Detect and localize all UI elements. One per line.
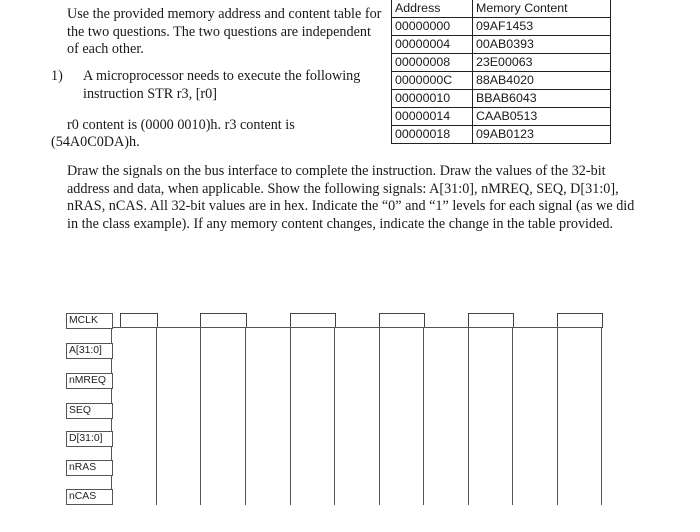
content-cell[interactable]: 09AF1453 [473,18,611,36]
grid-line [290,313,291,505]
content-cell[interactable]: 23E00063 [473,54,611,72]
grid-line [512,313,513,505]
signal-label-ncas: nCAS [66,489,113,505]
register-r3-content: (54A0C0DA)h. [51,134,140,150]
grid-line [601,313,602,505]
grid-line [423,313,424,505]
grid-line [245,313,246,505]
mclk-high-pulse [120,313,158,328]
mclk-high-pulse [468,313,514,328]
grid-line [468,313,469,505]
address-header: Address [392,0,473,18]
mclk-high-pulse [379,313,425,328]
address-cell: 0000000C [392,72,473,90]
address-cell: 00000004 [392,36,473,54]
signal-label-address: A[31:0] [66,343,113,359]
mclk-high-pulse [557,313,603,328]
content-cell[interactable]: 00AB0393 [473,36,611,54]
instructions-text: Draw the signals on the bus interface to complete the instruction. Draw the values of the 32-bit address and data, when applicable. Show the following signals: A[31:0], nMREQ, SEQ, D[31:0], nRAS, nCAS. All 32-bit values are in hex. Indicate the “0” and “1” levels for each signal (as we did in the class example). If any memory content changes, indicate the change in the table provided. [67,163,635,233]
address-cell: 00000010 [392,90,473,108]
content-cell[interactable]: BBAB6043 [473,90,611,108]
signal-label-data: D[31:0] [66,431,113,447]
signal-label-nmreq: nMREQ [66,373,113,389]
mclk-high-pulse [200,313,247,328]
content-cell[interactable]: CAAB0513 [473,108,611,126]
content-header: Memory Content [473,0,611,18]
content-cell[interactable]: 88AB4020 [473,72,611,90]
intro-text: Use the provided memory address and content table for the two questions. The two questions are independent of each other. [67,6,382,58]
address-cell: 00000008 [392,54,473,72]
address-cell: 00000014 [392,108,473,126]
signal-label-seq: SEQ [66,403,113,419]
grid-line [557,313,558,505]
grid-line [200,313,201,505]
signal-label-mclk: MCLK [66,313,113,329]
question-number: 1) [51,68,63,84]
grid-line [156,313,157,505]
mclk-high-pulse [290,313,336,328]
grid-line [379,313,380,505]
signal-label-nras: nRAS [66,460,113,476]
grid-line [334,313,335,505]
address-cell: 00000000 [392,18,473,36]
address-cell: 00000018 [392,126,473,144]
content-cell[interactable]: 09AB0123 [473,126,611,144]
question-text: A microprocessor needs to execute the following instruction STR r3, [r0] [83,68,361,102]
mclk-baseline [111,327,601,328]
register-r0-content: r0 content is (0000 0010)h. r3 content is [67,117,295,133]
